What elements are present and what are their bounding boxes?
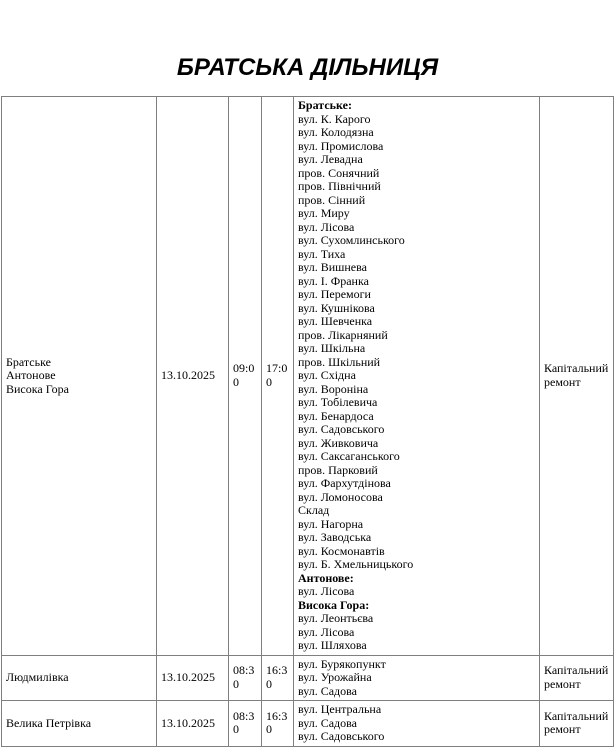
street-line: вул. Шевченка [298,314,373,328]
location-cell [2,97,157,656]
time-end-cell: 16:30 [262,701,294,747]
location-line: Висока Гора [6,381,69,396]
streets-cell [294,655,540,701]
street-line: пров. Парковий [298,462,378,477]
location-line: Братське [6,354,51,369]
work-type-cell: Капітальний ремонт [540,701,614,747]
location-line: Людмилівка [6,670,69,684]
street-line: вул. Лісова [298,624,355,639]
street-line: вул. Кушнікова [298,300,375,315]
street-line: вул. Бурякопункт [298,656,386,671]
time-end-cell: 16:30 [262,655,294,701]
street-line: вул. Космонавтів [298,543,385,558]
time-start-cell: 09:00 [229,97,262,656]
street-line: вул. Перемоги [298,287,371,301]
street-line: вул. І. Франка [298,273,369,288]
location-cell [2,701,157,747]
street-line: Братське: [298,98,352,112]
time-start-cell: 08:30 [229,655,262,701]
street-line: вул. Шляхова [298,638,367,652]
street-line: вул. Колодязна [298,125,374,139]
street-line: пров. Північний [298,179,381,193]
street-line: Антонове: [298,570,354,585]
street-line: вул. Живковича [298,435,379,450]
page-title: БРАТСЬКА ДІЛЬНИЦЯ [176,54,439,81]
table-row [2,97,614,656]
date-cell: 13.10.2025 [157,655,229,701]
street-line: вул. Центральна [298,702,382,716]
street-line: вул. Урожайна [298,670,372,684]
street-line: вул. Садова [298,683,357,698]
location-line: Велика Петрівка [6,715,92,730]
street-line: вул. К. Карого [298,111,371,126]
location-line: Антонове [6,368,56,382]
street-line: Висока Гора: [298,597,370,612]
street-line: вул. Сухомлинського [298,233,405,247]
street-line: вул. Миру [298,206,350,220]
street-line: вул. Тиха [298,246,346,261]
streets-cell [294,97,540,656]
street-line: вул. Бенардоса [298,408,374,423]
street-line: вул. Тобілевича [298,395,378,409]
table-row [2,701,614,747]
street-line: вул. Ломоносова [298,489,383,504]
street-line: вул. Промислова [298,138,384,153]
street-line: пров. Сонячний [298,165,380,180]
time-end-cell: 17:00 [262,97,294,656]
street-line: вул. Левадна [298,152,363,166]
street-line: вул. Садовського [298,729,385,743]
street-line: пров. Лікарняний [298,327,388,342]
street-line: вул. Вишнева [298,260,367,274]
streets-cell [294,701,540,747]
time-start-cell: 08:30 [229,701,262,747]
street-line: пров. Шкільний [298,354,381,369]
street-line: вул. Східна [298,368,356,382]
street-line: вул. Фархутдінова [298,476,391,490]
street-line: вул. Нагорна [298,516,364,531]
work-type-cell: Капітальний ремонт [540,97,614,656]
street-line: пров. Сінний [298,192,366,207]
street-line: вул. Вороніна [298,381,369,396]
street-line: вул. Саксаганського [298,449,400,463]
location-cell [2,655,157,701]
street-line: вул. Леонтьєва [298,611,374,625]
date-cell: 13.10.2025 [157,97,229,656]
street-line: вул. Садовського [298,422,385,436]
street-line: вул. Садова [298,715,357,730]
street-line: вул. Шкільна [298,341,366,355]
street-line: вул. Лісова [298,584,355,598]
outage-schedule-table [1,96,614,747]
work-type-cell: Капітальний ремонт [540,655,614,701]
street-line: Склад [298,503,330,517]
street-line: вул. Заводська [298,530,372,544]
street-line: вул. Б. Хмельницького [298,557,414,571]
table-row [2,655,614,701]
date-cell: 13.10.2025 [157,701,229,747]
schedule-table-body [2,97,614,747]
street-line: вул. Лісова [298,219,355,234]
